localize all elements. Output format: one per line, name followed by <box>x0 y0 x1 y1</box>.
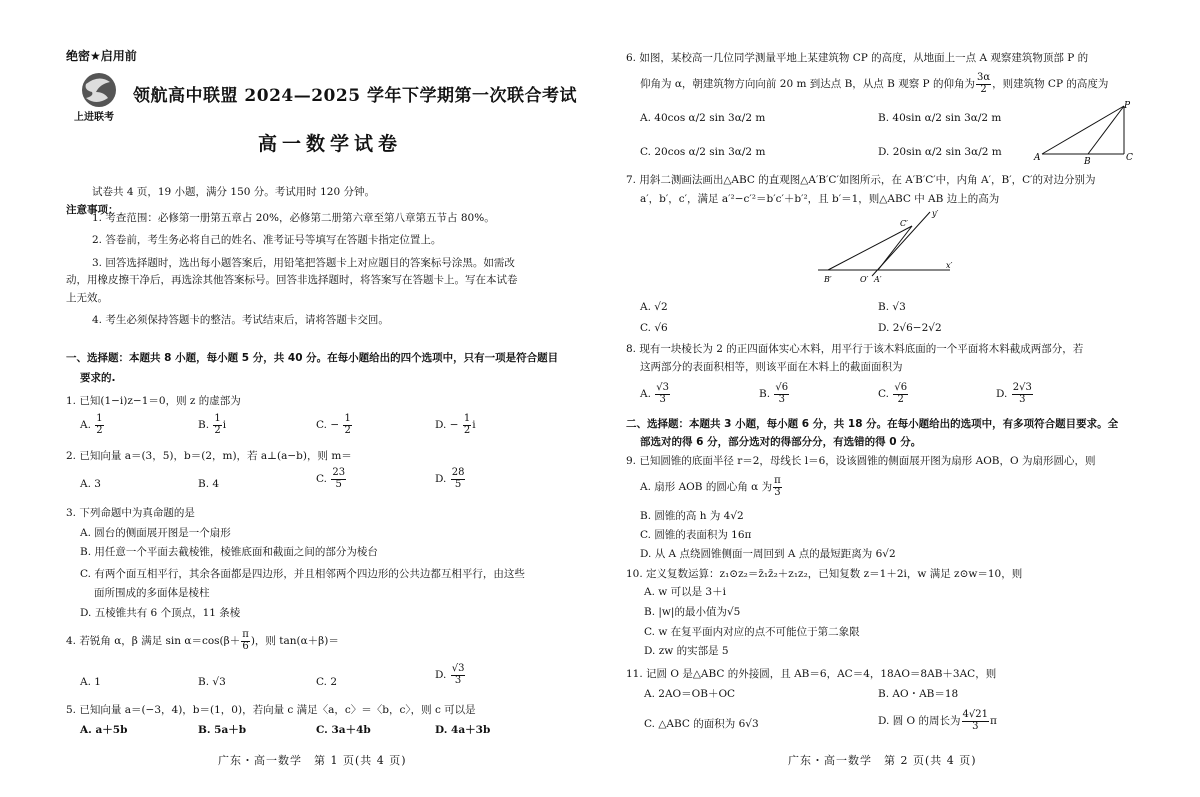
question-2-option-b: B. 4 <box>198 478 220 490</box>
question-10-stem: 10. 定义复数运算：z₁⊙z₂＝z̄₁z̄₂＋z₁z₂，已知复数 z＝1＋2i，w 满足 z⊙w＝10，则 <box>626 568 1023 580</box>
question-9-stem: 9. 已知圆锥的底面半径 r＝2，母线长 l＝6，设该圆锥的侧面展开图为扇形 AOB，O 为扇形圆心，则 <box>626 455 1096 467</box>
figure-label: x′ <box>946 261 953 270</box>
question-1-option-a: A. $\frac{1}{2}$ <box>80 413 103 436</box>
question-9-option-c: C. 圆锥的表面积为 16π <box>640 529 752 541</box>
section-2-heading: 二、选择题：本题共 3 小题，每小题 6 分，共 18 分。在每小题给出的选项中，有多项符合题目要求。全 <box>626 418 1119 430</box>
question-7-stem-cont: a′，b′，c′，满足 a′²−c′²＝b′c′＋b′²，且 b′＝1，则△ABC 中 AB 边上的高为 <box>640 193 1000 205</box>
question-10-option-a: A. w 可以是 3＋i <box>644 586 726 598</box>
question-9-option-d: D. 从 A 点绕圆锥侧面一周回到 A 点的最短距离为 6√2 <box>640 548 896 560</box>
section-2-heading-cont: 部选对的得 6 分，部分选对的得部分分，有选错的得 0 分。 <box>640 436 922 448</box>
exam-title: 领航高中联盟 2024—2025 学年下学期第一次联合考试 <box>133 86 577 106</box>
question-6-figure <box>1032 100 1142 166</box>
question-8-stem: 8. 现有一块棱长为 2 的正四面体实心木料，用平行于该木料底面的一个平面将木料截成两部分，若 <box>626 343 1084 355</box>
question-7-figure <box>814 206 960 290</box>
question-6-stem-cont: 仰角为 α，朝建筑物方向向前 20 m 到达点 B，从点 B 观察 P 的仰角为 $\frac{3\alpha}{2}$ ，则建筑物 CP 的高度为 <box>640 72 1109 95</box>
page-footer: 广东・高一数学 第 1 页(共 4 页) <box>218 754 407 767</box>
figure-label: A <box>1034 153 1041 163</box>
notice-line: 1. 考查范围：必修第一册第五章占 20%，必修第二册第六章至第八章第五节占 80%。 <box>92 212 495 224</box>
figure-label: C <box>1126 153 1133 163</box>
exam-logo <box>70 70 128 126</box>
question-3-option-b: B. 用任意一个平面去截棱锥，棱锥底面和截面之间的部分为棱台 <box>80 546 378 558</box>
figure-label: C′ <box>900 219 908 228</box>
question-10-option-b: B. |w|的最小值为√5 <box>644 606 741 618</box>
notice-line: 动，用橡皮擦干净后，再选涂其他答案标号。回答非选择题时，将答案写在答题卡上。写在本试卷 <box>66 274 518 286</box>
page-footer: 广东・高一数学 第 2 页(共 4 页) <box>788 754 977 767</box>
figure-label: B′ <box>824 275 832 284</box>
question-11-option-a: A. 2AO＝OB＋OC <box>644 688 736 700</box>
question-4-option-b: B. √3 <box>198 676 226 688</box>
right-page <box>600 0 1200 797</box>
exam-intro: 试卷共 4 页，19 小题，满分 150 分。考试用时 120 分钟。 <box>92 186 375 198</box>
question-9-option-b: B. 圆锥的高 h 为 4√2 <box>640 510 744 522</box>
question-5-option-a: A. a＋5b <box>80 724 128 736</box>
question-3-option-d: D. 五棱锥共有 6 个顶点，11 条棱 <box>80 607 241 619</box>
question-6-option-a: A. 40cos α/2 sin 3α/2 m <box>640 112 766 124</box>
question-5-stem: 5. 已知向量 a＝(−3，4)，b＝(1，0)，若向量 c 满足〈a，c〉＝〈b，c〉，则 c 可以是 <box>66 704 476 716</box>
figure-label: B <box>1084 157 1091 166</box>
section-1-heading: 一、选择题：本题共 8 小题，每小题 5 分，共 40 分。在每小题给出的四个选项中，只有一项是符合题目 <box>66 352 559 364</box>
question-11-option-d: D. 圆 O 的周长为 $\frac{4√21}{3}$ π <box>878 709 997 732</box>
question-2-option-a: A. 3 <box>80 478 101 490</box>
question-11-stem: 11. 记圆 O 是△ABC 的外接圆，且 AB＝6，AC＝4，18AO＝8AB＋3AC，则 <box>626 668 997 680</box>
question-8-option-b: B. $\frac{√6}{3}$ <box>759 382 789 405</box>
question-1-option-d: D. − $\frac{1}{2}$ i <box>435 413 476 436</box>
question-6-option-b: B. 40sin α/2 sin 3α/2 m <box>878 112 1002 124</box>
notice-line: 2. 答卷前，考生务必将自己的姓名、准考证号等填写在答题卡指定位置上。 <box>92 234 442 246</box>
question-7-option-a: A. √2 <box>640 301 668 313</box>
question-10-option-c: C. w 在复平面内对应的点不可能位于第二象限 <box>644 626 860 638</box>
question-8-option-d: D. $\frac{2√3}{3}$ <box>996 382 1032 405</box>
question-7-option-d: D. 2√6−2√2 <box>878 322 942 334</box>
question-11-option-b: B. AO・AB＝18 <box>878 688 959 700</box>
notice-line: 3. 回答选择题时，选出每小题答案后，用铅笔把答题卡上对应题目的答案标号涂黑。如需改 <box>92 257 515 269</box>
question-4-option-d: D. $\frac{√3}{3}$ <box>435 663 465 686</box>
secret-label: 绝密★启用前 <box>66 49 137 63</box>
question-1-option-c: C. − $\frac{1}{2}$ <box>316 413 351 436</box>
question-2-option-d: D. $\frac{28}{5}$ <box>435 467 465 490</box>
question-4-option-a: A. 1 <box>80 676 101 688</box>
notice-heading: 注意事项： <box>66 204 119 216</box>
question-8-option-c: C. $\frac{√6}{2}$ <box>878 382 908 405</box>
paper-title: 高一数学试卷 <box>258 133 403 155</box>
notice-line: 上无效。 <box>66 292 108 304</box>
question-3-option-a: A. 圆台的侧面展开图是一个扇形 <box>80 527 231 539</box>
figure-label: y′ <box>932 209 939 218</box>
question-11-option-c: C. △ABC 的面积为 6√3 <box>644 718 759 730</box>
question-3-stem: 3. 下列命题中为真命题的是 <box>66 507 195 519</box>
question-8-stem-cont: 这两部分的表面积相等，则该平面在木料上的截面面积为 <box>640 361 903 373</box>
question-5-option-b: B. 5a＋b <box>198 724 247 736</box>
question-4-option-c: C. 2 <box>316 676 338 688</box>
question-8-option-a: A. $\frac{√3}{3}$ <box>640 382 669 405</box>
question-3-option-c: C. 有两个面互相平行，其余各面都是四边形，并且相邻两个四边形的公共边都互相平行，由这些 <box>80 568 525 580</box>
question-4-stem: 4. 若锐角 α，β 满足 sin α＝cos(β＋ $\frac{\pi}{6}$ )，则 tan(α＋β)＝ <box>66 629 339 652</box>
question-6-option-d: D. 20sin α/2 sin 3α/2 m <box>878 146 1002 158</box>
figure-label: A′ <box>874 275 882 284</box>
question-7-option-b: B. √3 <box>878 301 906 313</box>
question-3-option-c-cont: 面所围成的多面体是棱柱 <box>94 587 210 599</box>
question-7-option-c: C. √6 <box>640 322 668 334</box>
question-1-option-b: B. $\frac{1}{2}$ i <box>198 413 227 436</box>
notice-line: 4. 考生必须保持答题卡的整洁。考试结束后，请将答题卡交回。 <box>92 314 389 326</box>
question-9-option-a: A. 扇形 AOB 的圆心角 α 为 $\frac{\pi}{3}$ <box>640 475 781 498</box>
figure-label: O′ <box>860 275 869 284</box>
question-2-stem: 2. 已知向量 a＝(3，5)，b＝(2，m)，若 a⊥(a−b)，则 m＝ <box>66 450 352 462</box>
question-5-option-d: D. 4a＋3b <box>435 724 491 736</box>
question-6-option-c: C. 20cos α/2 sin 3α/2 m <box>640 146 766 158</box>
question-6-stem: 6. 如图，某校高一几位同学测量平地上某建筑物 CP 的高度，从地面上一点 A 观察建筑物顶部 P 的 <box>626 52 1089 64</box>
section-1-heading-cont: 要求的. <box>80 372 116 384</box>
logo-text: 上进联考 <box>74 112 114 123</box>
figure-label: P <box>1124 101 1131 111</box>
question-2-option-c: C. $\frac{23}{5}$ <box>316 467 346 490</box>
question-5-option-c: C. 3a＋4b <box>316 724 371 736</box>
question-1-stem: 1. 已知(1−i)z−1＝0，则 z 的虚部为 <box>66 395 241 407</box>
question-10-option-d: D. zw 的实部是 5 <box>644 645 729 657</box>
question-7-stem: 7. 用斜二测画法画出△ABC 的直观图△A′B′C′如图所示，在 A′B′C′中，内角 A′，B′，C′的对边分别为 <box>626 174 1096 186</box>
